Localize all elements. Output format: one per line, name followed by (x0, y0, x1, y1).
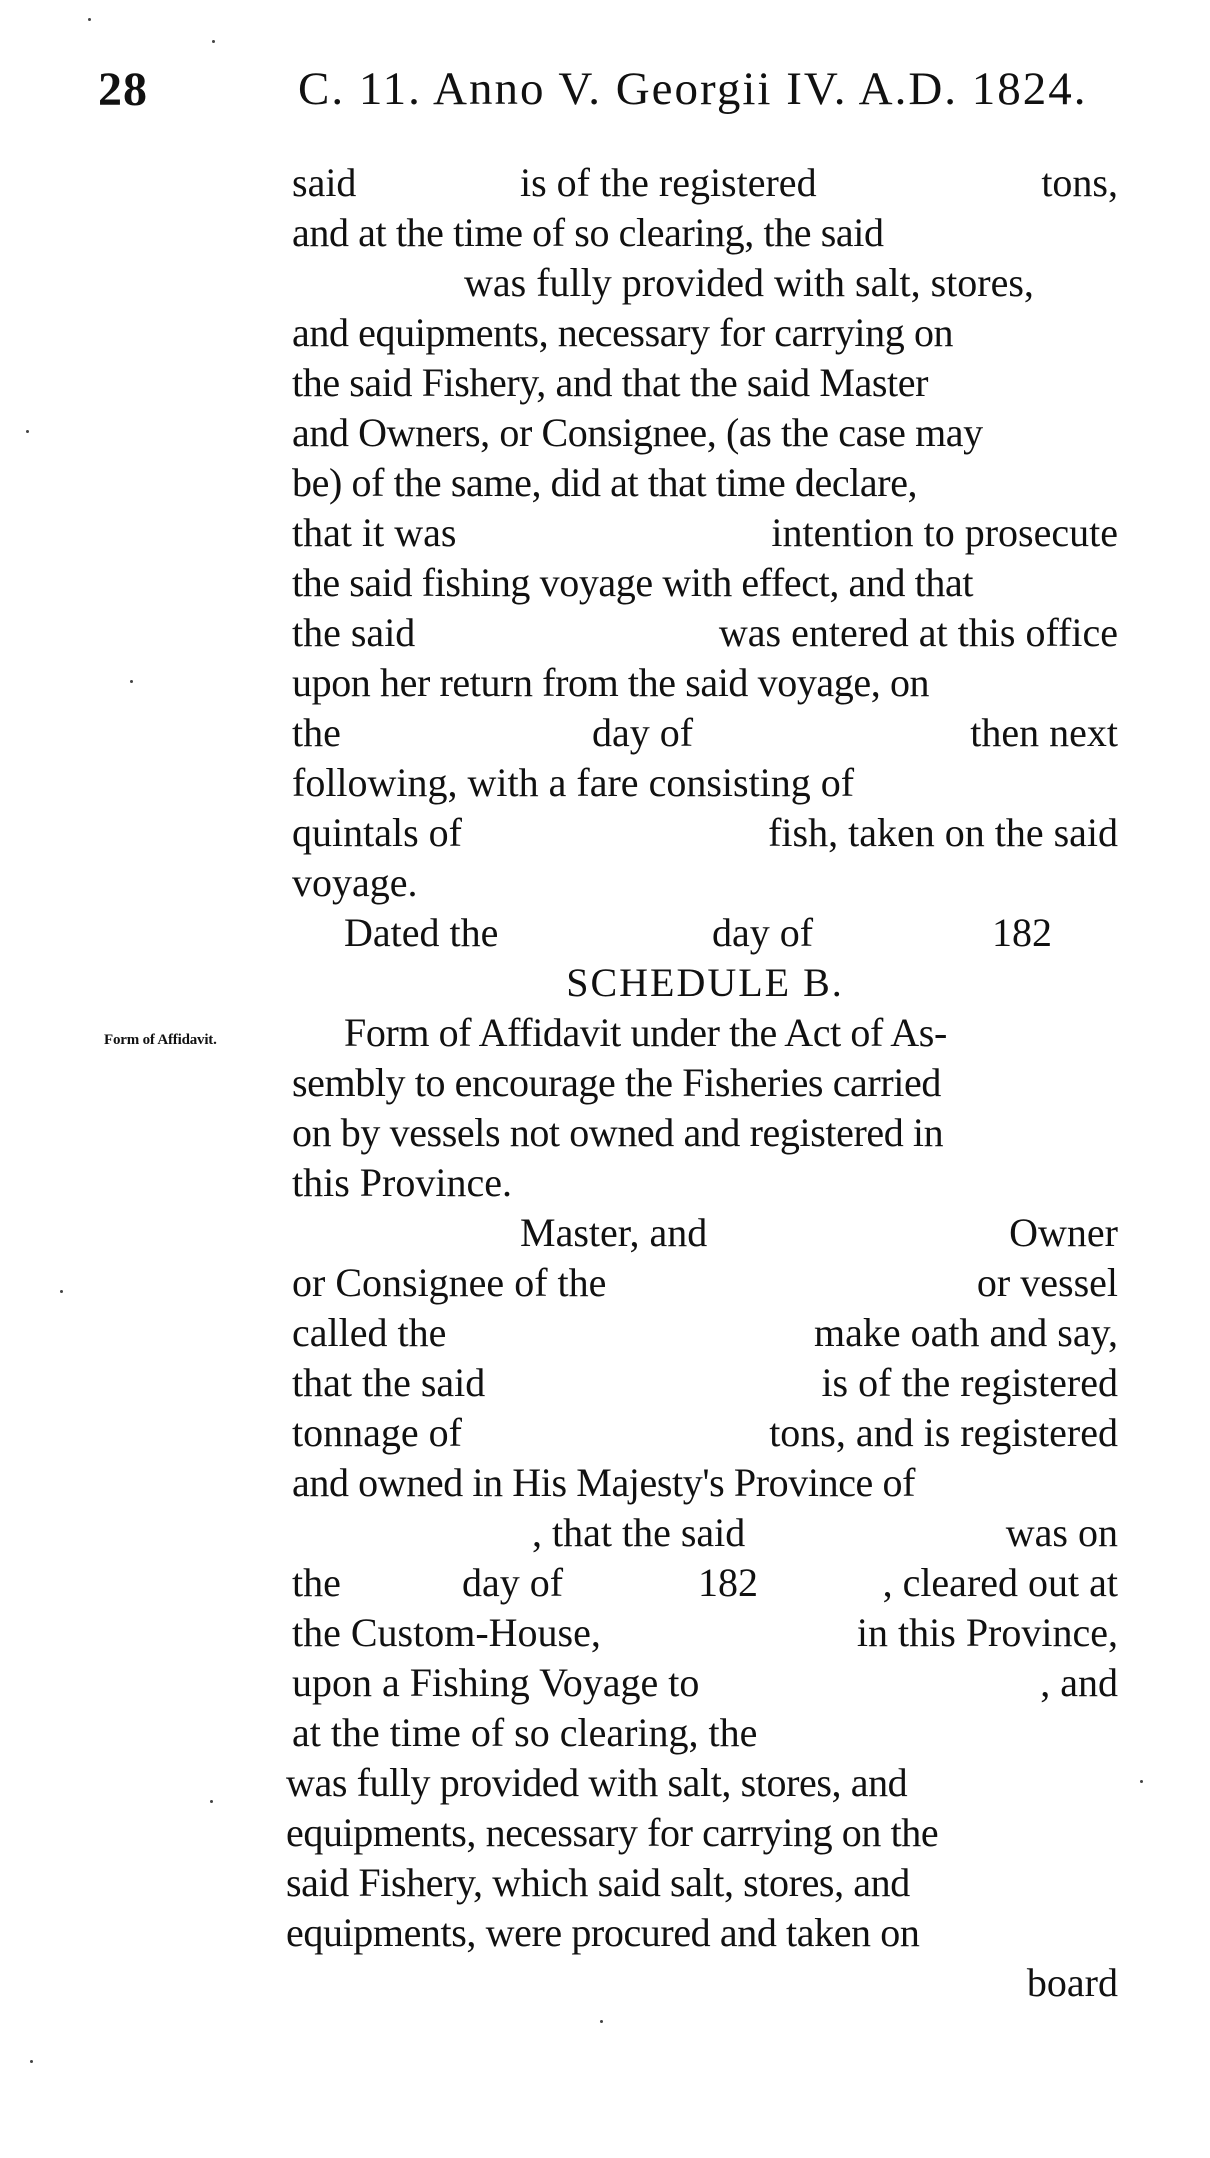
text-line: tonnage of tons, and is registered (292, 1410, 1118, 1455)
text-line: Master, and Owner (520, 1210, 1118, 1255)
scan-speck (1140, 1780, 1143, 1783)
text-line: that the said is of the registered (292, 1360, 1118, 1405)
text-line: Form of Affidavit under the Act of As- (344, 1010, 947, 1055)
text-line: , that the said was on (532, 1510, 1118, 1555)
text-line: quintals of fish, taken on the said (292, 810, 1118, 855)
running-head-title: C. 11. Anno V. Georgii IV. A.D. 1824. (298, 63, 1088, 115)
schedule-heading: SCHEDULE B. (566, 960, 844, 1005)
text-line: called the make oath and say, (292, 1310, 1118, 1355)
running-head (98, 62, 1128, 132)
text-line: said Fishery, which said salt, stores, and (286, 1860, 910, 1905)
text-line: at the time of so clearing, the (292, 1710, 758, 1755)
text-line: the said fishing voyage with effect, and that (292, 560, 974, 605)
page-number: 28 (98, 63, 148, 116)
dated-line: Dated the day of 182 (344, 910, 1052, 955)
text-line: be) of the same, did at that time declare, (292, 460, 918, 505)
text-line: upon her return from the said voyage, on (292, 660, 930, 705)
text-line: on by vessels not owned and registered in (292, 1110, 944, 1155)
catchword-line (292, 1958, 1118, 2008)
text-line: and equipments, necessary for carrying on (292, 310, 954, 355)
scan-speck (600, 2020, 603, 2023)
scan-speck (130, 680, 133, 683)
scan-speck (212, 40, 215, 43)
margin-note: Form of Affidavit. (104, 1032, 217, 1048)
text-line: the Custom-House, in this Province, (292, 1610, 1118, 1655)
text-line: the said Fishery, and that the said Master (292, 360, 929, 405)
scan-speck (88, 18, 91, 21)
text-line: and at the time of so clearing, the said (292, 210, 884, 255)
text-line: and owned in His Majesty's Province of (292, 1460, 916, 1505)
text-line: sembly to encourage the Fisheries carried (292, 1060, 941, 1105)
text-line: was fully provided with salt, stores, and (286, 1760, 908, 1805)
text-line: and Owners, or Consignee, (as the case may (292, 410, 983, 455)
scan-speck (210, 1800, 213, 1803)
text-line: the said was entered at this office (292, 610, 1118, 655)
text-line: upon a Fishing Voyage to , and (292, 1660, 1118, 1705)
catchword: board (1026, 1960, 1118, 2005)
text-line: the day of then next (292, 710, 1118, 755)
text-line: equipments, were procured and taken on (286, 1910, 920, 1955)
text-line: said is of the registered tons, (292, 160, 1118, 205)
text-line: voyage. (292, 860, 418, 905)
text-line: following, with a fare consisting of (292, 760, 855, 805)
text-line: the day of 182 , cleared out at (292, 1560, 1118, 1605)
scan-speck (30, 2060, 33, 2063)
text-line: that it was intention to prosecute (292, 510, 1118, 555)
scan-speck (26, 430, 29, 433)
text-line: or Consignee of the or vessel (292, 1260, 1118, 1305)
text-line: this Province. (292, 1160, 512, 1205)
text-line: equipments, necessary for carrying on the (286, 1810, 939, 1855)
text-line: was fully provided with salt, stores, (464, 260, 1034, 305)
scan-speck (60, 1290, 63, 1293)
